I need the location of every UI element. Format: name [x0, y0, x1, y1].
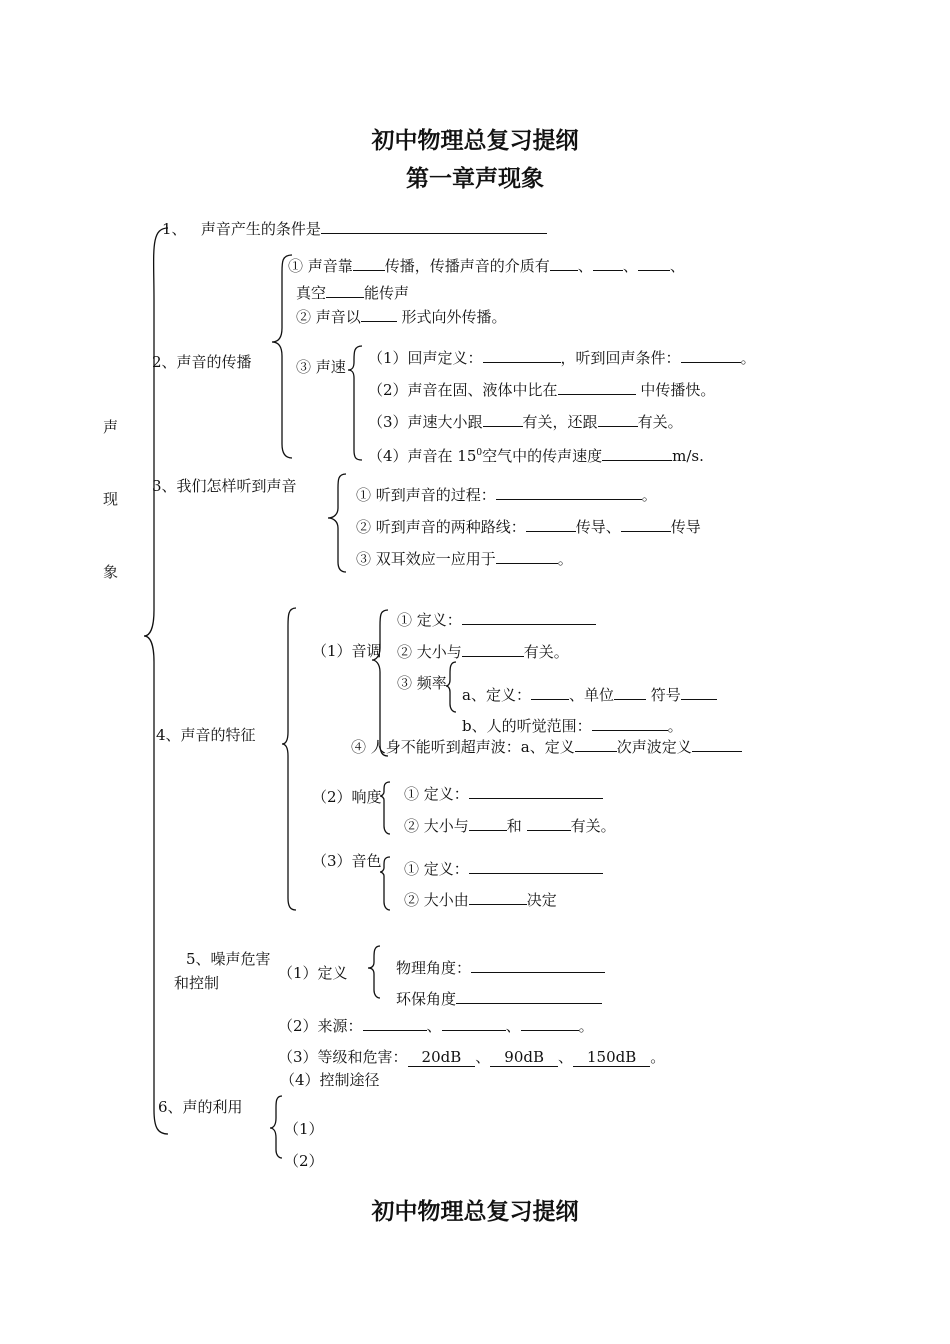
- s3-label: 3、我们怎样听到声音: [152, 477, 297, 495]
- brace-freq: [446, 662, 456, 712]
- brace-s3: [328, 474, 346, 572]
- blank: [558, 380, 636, 395]
- brace-speed: [348, 346, 362, 460]
- noise-def-2: 环保角度: [396, 989, 602, 1008]
- blank: [353, 256, 385, 271]
- blank: [462, 610, 596, 625]
- brace-s6: [270, 1096, 282, 1158]
- blank: [638, 256, 670, 271]
- speed-3: （3）声速大小跟 有关，还跟 有关。: [368, 413, 683, 431]
- s2-line-a: ① 声音靠 传播，传播声音的介质有 、 、 、: [288, 257, 685, 275]
- chapter-title: 第一章声现象: [406, 165, 544, 192]
- blank: [363, 1016, 427, 1031]
- next-page-title: 初中物理总复习提纲: [371, 1198, 579, 1225]
- blank: [681, 348, 741, 363]
- blank: [361, 307, 397, 322]
- blank: [681, 685, 717, 700]
- brace-s2: [272, 255, 292, 458]
- blank: [483, 348, 561, 363]
- s3-item-2: ② 听到声音的两种路线： 传导、 传导: [356, 518, 701, 536]
- s2-label: 2、声音的传播: [152, 353, 252, 371]
- freq-b: b、人的听觉范围： 。: [462, 717, 683, 735]
- s3-item-3: ③ 双耳效应一应用于 。: [356, 550, 573, 568]
- brace-pitch: [372, 610, 388, 756]
- timbre-label: （3）音色: [312, 852, 382, 870]
- blank: [469, 784, 603, 799]
- noise-source: （2）来源： 、 、 。: [278, 1017, 594, 1035]
- blank: [456, 989, 602, 1004]
- noise-level: （3）等级和危害： 20dB 、 90dB 、 150dB 。: [278, 1048, 666, 1066]
- pitch-4: ④ 人身不能听到超声波：a、定义 次声波定义: [351, 737, 742, 756]
- timbre-2: ② 大小由 决定: [404, 891, 557, 909]
- blank: [614, 685, 646, 700]
- pitch-label: （1）音调: [312, 642, 382, 660]
- blank: [592, 716, 668, 731]
- noise-def-1: 物理角度：: [396, 958, 605, 977]
- blank: [692, 737, 742, 752]
- blank: [531, 685, 569, 700]
- blank: [462, 642, 524, 657]
- blank: [471, 958, 605, 973]
- blank: [469, 816, 507, 831]
- side-label-3: 象: [103, 563, 119, 581]
- loud-1: ① 定义：: [404, 784, 603, 803]
- db-90: 90dB: [490, 1048, 558, 1067]
- pitch-2: ② 大小与 有关。: [397, 643, 569, 661]
- s2-line-c: ② 声音以 形式向外传播。: [296, 308, 507, 326]
- blank: [326, 283, 364, 298]
- blank: [598, 412, 638, 427]
- blank: [521, 1016, 579, 1031]
- blank: [442, 1016, 506, 1031]
- blank: [602, 446, 672, 461]
- loudness-label: （2）响度: [312, 788, 382, 806]
- db-20: 20dB: [408, 1048, 476, 1067]
- pitch-1: ① 定义：: [397, 610, 596, 629]
- freq-a: a、定义： 、单位 符号: [462, 685, 717, 704]
- s6-item-2: （2）: [284, 1152, 324, 1170]
- s2-line-b: 真空 能传声: [296, 284, 410, 302]
- brace-noise: [368, 946, 380, 998]
- s6-item-1: （1）: [284, 1120, 324, 1138]
- blank: [526, 517, 576, 532]
- s3-item-1: ① 听到声音的过程： 。: [356, 486, 657, 504]
- s5-label-2: 和控制: [174, 974, 220, 992]
- blank: [496, 485, 642, 500]
- blank: [575, 737, 617, 752]
- speed-1: （1）回声定义： ，听到回声条件： 。: [368, 349, 756, 367]
- s2-speed-label: ③ 声速: [296, 358, 346, 376]
- blank: [496, 549, 558, 564]
- blank: [321, 219, 547, 234]
- blank: [483, 412, 523, 427]
- blank: [621, 517, 671, 532]
- blank: [527, 816, 571, 831]
- speed-2: （2）声音在固、液体中比在 中传播快。: [368, 381, 716, 399]
- brace-s4: [282, 608, 296, 910]
- db-150: 150dB: [573, 1048, 650, 1067]
- s5-label-1: 5、噪声危害: [186, 950, 271, 968]
- blank: [593, 256, 623, 271]
- speed-4: （4）声音在 $15^0$空气中的传声速度 m/s.: [368, 447, 704, 465]
- side-label-1: 声: [103, 418, 119, 436]
- s1-line: 1、 声音产生的条件是: [162, 219, 547, 238]
- pitch-3: ③ 频率: [397, 674, 447, 692]
- s4-label: 4、声音的特征: [156, 726, 256, 744]
- loud-2: ② 大小与 和 有关。: [404, 817, 616, 835]
- blank: [469, 859, 603, 874]
- doc-title: 初中物理总复习提纲: [371, 127, 579, 154]
- s6-label: 6、声的利用: [158, 1098, 243, 1116]
- noise-def-label: （1）定义: [278, 964, 348, 982]
- timbre-1: ① 定义：: [404, 859, 603, 878]
- noise-control-cutoff: （4）控制途径: [280, 1071, 380, 1089]
- blank: [469, 890, 527, 905]
- s5-label-clip: [186, 950, 274, 970]
- side-label-2: 现: [103, 490, 119, 508]
- blank: [550, 256, 578, 271]
